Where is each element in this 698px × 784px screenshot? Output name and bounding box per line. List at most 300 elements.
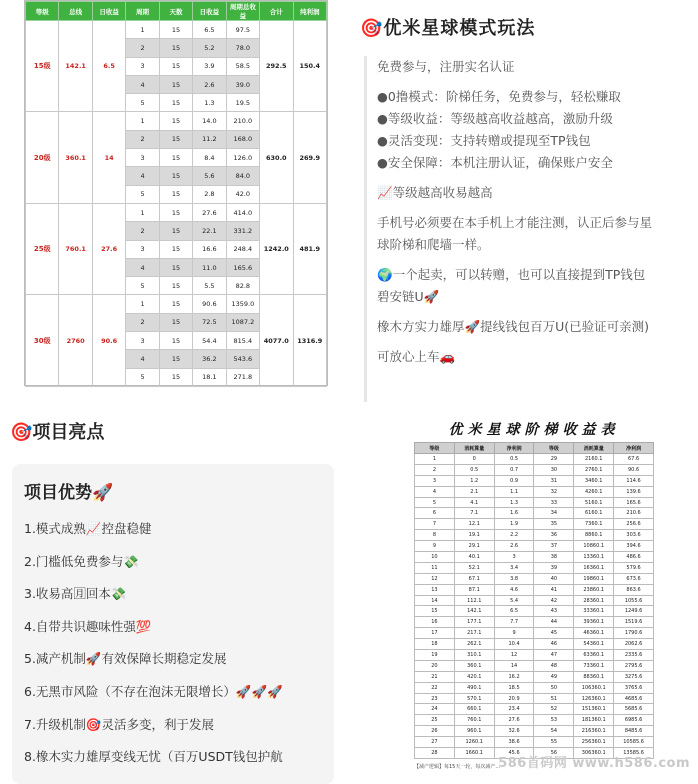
level-table-cell: 543.6 (226, 350, 259, 368)
advantages-card (12, 464, 334, 784)
ladder-table-row (415, 715, 654, 726)
ladder-table-cell: 19.1 (454, 530, 494, 541)
ladder-table-cell: 112.1 (454, 595, 494, 606)
gameplay-line: 🌍一个起卖，可以转赠，也可以直接提到TP钱包 (377, 267, 646, 282)
advantage-item: 2.门槛低免费参与💸 (24, 553, 139, 569)
level-table-cell: 4 (126, 350, 159, 368)
ladder-table-cell: 7360.1 (574, 519, 614, 530)
gameplay-spacer (377, 204, 690, 212)
ladder-table-row (415, 475, 654, 486)
site-watermark: 586首码网 www.h586.com (498, 756, 690, 771)
level-sum-cell: 1242.0 (260, 203, 293, 294)
ladder-table-cell: 2760.1 (574, 464, 614, 475)
target-icon: 🎯 (360, 18, 384, 39)
level-table-body (26, 21, 327, 387)
advantage-item: 5.减产机制🚀有效保障长期稳定发展 (24, 651, 227, 667)
ladder-table-cell: 23.4 (494, 704, 534, 715)
level-table-header-cell: 总线 (59, 2, 92, 21)
ladder-table-cell: 310.1 (454, 650, 494, 661)
level-table-cell: 82.8 (226, 277, 259, 295)
level-table-cell: 15 (159, 313, 192, 331)
ladder-table-cell: 29 (534, 454, 574, 465)
ladder-table-cell: 54360.1 (574, 639, 614, 650)
level-table-cell: 1 (126, 295, 159, 313)
level-table-cell: 16.6 (193, 240, 226, 258)
ladder-table-cell: 3 (415, 475, 455, 486)
ladder-table-cell: 2.6 (494, 541, 534, 552)
advantage-item: 3.收易高🈷回本💸 (24, 586, 127, 602)
level-table-cell: 2 (126, 130, 159, 148)
gameplay-title-text: 优米星球模式玩法 (383, 18, 536, 39)
ladder-table-cell: 23860.1 (574, 584, 614, 595)
gameplay-line: 碧安链U🚀 (377, 289, 440, 304)
ladder-table-body (415, 454, 654, 759)
level-table-cell: 14.0 (193, 112, 226, 130)
ladder-table-cell: 40.1 (454, 552, 494, 563)
ladder-table-cell: 50 (534, 682, 574, 693)
ladder-table-cell: 673.6 (614, 573, 654, 584)
ladder-table-cell: 10 (415, 552, 455, 563)
level-table-cell: 2.8 (193, 185, 226, 203)
level-profit-cell: 269.9 (293, 112, 327, 203)
ladder-table-cell: 960.1 (454, 726, 494, 737)
ladder-table-cell: 106360.1 (574, 682, 614, 693)
ladder-table-cell: 2795.6 (614, 660, 654, 671)
level-table-cell: 15 (159, 39, 192, 57)
ladder-table-cell: 51 (534, 693, 574, 704)
ladder-table-cell: 40 (534, 573, 574, 584)
gameplay-spacer (377, 78, 690, 86)
ladder-table-cell: 52 (534, 704, 574, 715)
ladder-table-cell: 6985.6 (614, 715, 654, 726)
ladder-table-cell: 1055.6 (614, 595, 654, 606)
ladder-table-cell: 38.6 (494, 737, 534, 748)
ladder-table-row (415, 650, 654, 661)
ladder-table-cell: 67.1 (454, 573, 494, 584)
level-table-cell: 78.0 (226, 39, 259, 57)
gameplay-line: ●等级收益：等级越高收益越高，激励升级 (377, 111, 613, 126)
ladder-table-cell: 10860.1 (574, 541, 614, 552)
level-table-cell: 15 (159, 240, 192, 258)
ladder-table-cell: 9 (415, 541, 455, 552)
level-table-header-cell: 合计 (260, 2, 293, 21)
ladder-table-cell: 14 (494, 660, 534, 671)
ladder-table-cell: 48 (534, 660, 574, 671)
ladder-table-cell: 570.1 (454, 693, 494, 704)
ladder-table-cell: 27 (415, 737, 455, 748)
level-name-cell: 30级 (26, 295, 59, 386)
ladder-table-cell: 30 (534, 464, 574, 475)
level-sum-cell: 4077.0 (260, 295, 293, 386)
ladder-table-cell: 4260.1 (574, 486, 614, 497)
ladder-income-section (414, 418, 654, 775)
level-table-cell: 414.0 (226, 203, 259, 221)
level-table-header-cell: 等级 (26, 2, 59, 21)
level-table-cell: 36.2 (193, 350, 226, 368)
gameplay-line: 📈等级越高收易越高 (377, 185, 493, 200)
ladder-table-row (415, 606, 654, 617)
ladder-table-cell: 217.1 (454, 628, 494, 639)
ladder-table-cell: 54 (534, 726, 574, 737)
level-table-cell: 27.6 (193, 203, 226, 221)
ladder-table-cell: 27.6 (494, 715, 534, 726)
ladder-table-cell: 3460.1 (574, 475, 614, 486)
ladder-table-row (415, 573, 654, 584)
ladder-table-cell: 16360.1 (574, 562, 614, 573)
ladder-table-cell: 4.6 (494, 584, 534, 595)
level-sum-cell: 630.0 (260, 112, 293, 203)
highlights-title (10, 418, 340, 448)
ladder-table-cell: 8 (415, 530, 455, 541)
level-table-cell: 22.1 (193, 222, 226, 240)
level-table-cell: 4 (126, 167, 159, 185)
ladder-table-cell: 7.1 (454, 508, 494, 519)
ladder-table-cell: 1.9 (494, 519, 534, 530)
level-profit-cell: 481.9 (293, 203, 327, 294)
level-table-cell: 248.4 (226, 240, 259, 258)
ladder-table-cell: 35 (534, 519, 574, 530)
level-table-cell: 1.3 (193, 94, 226, 112)
level-table-cell: 15 (159, 130, 192, 148)
ladder-table-row (415, 486, 654, 497)
ladder-table-cell: 1.1 (494, 486, 534, 497)
ladder-income-title: 优米星球阶梯收益表 (448, 422, 620, 438)
ladder-table-cell: 420.1 (454, 671, 494, 682)
ladder-table-cell: 7 (415, 519, 455, 530)
level-table-cell: 72.5 (193, 313, 226, 331)
ladder-table-header-cell: 消耗算量 (454, 443, 494, 454)
level-table-cell: 2.6 (193, 75, 226, 93)
level-table-cell: 15 (159, 75, 192, 93)
level-table-cell: 11.2 (193, 130, 226, 148)
ladder-table-cell: 0.5 (494, 454, 534, 465)
ladder-table-footer: 【减产逻辑】每15天一轮，每次减产... (414, 763, 501, 770)
ladder-table-cell: 8860.1 (574, 530, 614, 541)
level-table-cell: 97.5 (226, 21, 259, 39)
level-income-table-panel (24, 0, 328, 386)
level-name-cell: 20级 (26, 112, 59, 203)
level-table-header-cell: 周期总收益 (226, 2, 259, 21)
ladder-table-cell: 303.6 (614, 530, 654, 541)
ladder-table-cell: 43 (534, 606, 574, 617)
advantages-card-title: 项目优势🚀 (24, 483, 114, 503)
ladder-table-cell: 17 (415, 628, 455, 639)
ladder-table-cell: 73360.1 (574, 660, 614, 671)
level-table-cell: 815.4 (226, 332, 259, 350)
ladder-table-row (415, 497, 654, 508)
ladder-table-cell: 2335.6 (614, 650, 654, 661)
ladder-table-cell: 660.1 (454, 704, 494, 715)
ladder-table-header-row (415, 443, 654, 454)
ladder-table-cell: 19860.1 (574, 573, 614, 584)
gameplay-line: 可放心上车🚗 (377, 349, 456, 364)
ladder-table-cell: 29.1 (454, 541, 494, 552)
level-table-cell: 210.0 (226, 112, 259, 130)
gameplay-spacer (377, 256, 690, 264)
ladder-table-cell: 1660.1 (454, 748, 494, 759)
ladder-table-cell: 18 (415, 639, 455, 650)
gameplay-line: 橡木方实力雄厚🚀提线钱包百万U(已验证可亲测) (377, 319, 649, 334)
ladder-table-row (415, 726, 654, 737)
ladder-table-cell: 3 (494, 552, 534, 563)
ladder-table-row (415, 541, 654, 552)
ladder-table-cell: 28360.1 (574, 595, 614, 606)
ladder-table-cell: 216360.1 (574, 726, 614, 737)
level-table-cell: 15 (159, 277, 192, 295)
level-table-cell: 39.0 (226, 75, 259, 93)
ladder-table-cell: 3765.6 (614, 682, 654, 693)
ladder-table-cell: 46 (534, 639, 574, 650)
ladder-table-row (415, 595, 654, 606)
ladder-table-row (415, 682, 654, 693)
level-daily-cell: 14 (92, 112, 125, 203)
level-table-row (26, 295, 327, 313)
level-table-cell: 15 (159, 21, 192, 39)
ladder-table-cell: 20 (415, 660, 455, 671)
ladder-table-cell: 45 (534, 628, 574, 639)
level-table-cell: 165.6 (226, 258, 259, 276)
ladder-table-cell: 12 (415, 573, 455, 584)
level-table-cell: 15 (159, 94, 192, 112)
ladder-table-cell: 25 (415, 715, 455, 726)
ladder-table-cell: 1249.6 (614, 606, 654, 617)
highlights-title-text: 项目亮点 (32, 422, 105, 443)
ladder-table-cell: 3.4 (494, 562, 534, 573)
gameplay-spacer (377, 338, 690, 346)
level-table-cell: 3 (126, 57, 159, 75)
ladder-table-cell: 1.3 (494, 497, 534, 508)
level-income-table (25, 1, 327, 387)
ladder-table-cell: 47 (534, 650, 574, 661)
ladder-table-row (415, 737, 654, 748)
advantage-item: 6.无黑市风险（不存在泡沫无限增长）🚀🚀🚀 (24, 683, 283, 699)
level-table-cell: 15 (159, 222, 192, 240)
ladder-table-cell: 760.1 (454, 715, 494, 726)
advantage-item: 1.模式成熟📈控盘稳健 (24, 521, 152, 536)
level-table-cell: 15 (159, 295, 192, 313)
ladder-table-cell: 67.6 (614, 454, 654, 465)
ladder-table-cell: 210.6 (614, 508, 654, 519)
ladder-table-header-cell: 消耗算量 (574, 443, 614, 454)
ladder-table-cell: 1790.6 (614, 628, 654, 639)
level-table-cell: 15 (159, 57, 192, 75)
ladder-table-cell: 394.6 (614, 541, 654, 552)
ladder-table-cell: 486.6 (614, 552, 654, 563)
ladder-table-cell: 2 (415, 464, 455, 475)
ladder-table-cell: 6.5 (494, 606, 534, 617)
ladder-table-cell: 3.8 (494, 573, 534, 584)
ladder-table-cell: 139.6 (614, 486, 654, 497)
level-table-header-row (26, 2, 327, 21)
ladder-table-cell: 6160.1 (574, 508, 614, 519)
ladder-table-cell: 53 (534, 715, 574, 726)
level-table-cell: 1 (126, 203, 159, 221)
ladder-table-cell: 42 (534, 595, 574, 606)
level-table-cell: 15 (159, 185, 192, 203)
ladder-table-cell: 256.6 (614, 519, 654, 530)
gameplay-section (360, 14, 690, 402)
level-total-cell: 360.1 (59, 112, 92, 203)
advantages-list (24, 513, 322, 774)
ladder-table-cell: 579.6 (614, 562, 654, 573)
level-table-cell: 19.5 (226, 94, 259, 112)
level-table-cell: 4 (126, 258, 159, 276)
ladder-table-cell: 12 (494, 650, 534, 661)
ladder-table-cell: 5 (415, 497, 455, 508)
ladder-table-cell: 11 (415, 562, 455, 573)
ladder-table-cell: 32.6 (494, 726, 534, 737)
level-table-cell: 90.6 (193, 295, 226, 313)
level-table-cell: 5.6 (193, 167, 226, 185)
ladder-table-cell: 6 (415, 508, 455, 519)
level-table-cell: 4 (126, 75, 159, 93)
ladder-table-header-cell: 等级 (534, 443, 574, 454)
advantage-item: 8.橡木实力雄厚变线无忧（百万USDT钱包护航 (24, 749, 283, 765)
level-table-row (26, 203, 327, 221)
level-table-row (26, 21, 327, 39)
level-table-cell: 5 (126, 277, 159, 295)
ladder-table-cell: 56 (534, 748, 574, 759)
ladder-table-header-cell: 等级 (415, 443, 455, 454)
level-table-cell: 126.0 (226, 149, 259, 167)
level-table-cell: 15 (159, 167, 192, 185)
ladder-table-cell: 8485.6 (614, 726, 654, 737)
level-table-cell: 3.9 (193, 57, 226, 75)
level-table-cell: 6.5 (193, 21, 226, 39)
level-table-header-cell: 日收益 (193, 2, 226, 21)
level-table-cell: 58.5 (226, 57, 259, 75)
ladder-table-cell: 262.1 (454, 639, 494, 650)
ladder-table-cell: 52.1 (454, 562, 494, 573)
highlights-section (10, 418, 340, 775)
ladder-table-cell: 88360.1 (574, 671, 614, 682)
ladder-table-cell: 0.9 (494, 475, 534, 486)
ladder-table-cell: 0 (454, 454, 494, 465)
ladder-table-cell: 45.6 (494, 748, 534, 759)
ladder-table-cell: 44 (534, 617, 574, 628)
ladder-table-cell: 26 (415, 726, 455, 737)
ladder-table-cell: 16.2 (494, 671, 534, 682)
level-table-header-cell: 周期 (126, 2, 159, 21)
ladder-table-cell: 4685.6 (614, 693, 654, 704)
gameplay-line: ●灵活变现：支持转赠或提现至TP钱包 (377, 133, 591, 148)
level-table-cell: 5.2 (193, 39, 226, 57)
level-daily-cell: 90.6 (92, 295, 125, 386)
ladder-table-cell: 5.4 (494, 595, 534, 606)
ladder-table-cell: 39 (534, 562, 574, 573)
level-name-cell: 25级 (26, 203, 59, 294)
ladder-table-row (415, 562, 654, 573)
ladder-table-cell: 16 (415, 617, 455, 628)
level-table-cell: 1087.2 (226, 313, 259, 331)
level-profit-cell: 150.4 (293, 21, 327, 112)
gameplay-spacer (377, 308, 690, 316)
gameplay-title (360, 14, 690, 44)
ladder-table-row (415, 584, 654, 595)
ladder-table-cell: 49 (534, 671, 574, 682)
ladder-table-cell: 14 (415, 595, 455, 606)
ladder-table-header-cell: 净利润 (494, 443, 534, 454)
ladder-table-cell: 1519.6 (614, 617, 654, 628)
ladder-table-row (415, 704, 654, 715)
level-table-cell: 168.0 (226, 130, 259, 148)
ladder-table-cell: 19 (415, 650, 455, 661)
level-daily-cell: 27.6 (92, 203, 125, 294)
ladder-table-cell: 15 (415, 606, 455, 617)
ladder-table-cell: 1.2 (454, 475, 494, 486)
level-sum-cell: 292.5 (260, 21, 293, 112)
ladder-table-cell: 151360.1 (574, 704, 614, 715)
level-table-cell: 15 (159, 203, 192, 221)
level-table-cell: 3 (126, 332, 159, 350)
level-table-cell: 1359.0 (226, 295, 259, 313)
ladder-table-cell: 2.2 (494, 530, 534, 541)
ladder-table-cell: 12.1 (454, 519, 494, 530)
level-profit-cell: 1316.9 (293, 295, 327, 386)
ladder-table-cell: 18.5 (494, 682, 534, 693)
level-table-cell: 15 (159, 112, 192, 130)
ladder-table-cell: 36 (534, 530, 574, 541)
ladder-table-cell: 142.1 (454, 606, 494, 617)
level-table-cell: 15 (159, 350, 192, 368)
advantage-item: 4.自带共识趣味性强💯 (24, 618, 152, 634)
ladder-table-cell: 20.9 (494, 693, 534, 704)
level-table-cell: 54.4 (193, 332, 226, 350)
ladder-table-cell: 114.6 (614, 475, 654, 486)
level-table-header-cell: 天数 (159, 2, 192, 21)
gameplay-spacer (377, 174, 690, 182)
ladder-table-cell: 9 (494, 628, 534, 639)
ladder-table-cell: 63360.1 (574, 650, 614, 661)
level-table-cell: 15 (159, 258, 192, 276)
level-table-cell: 3 (126, 240, 159, 258)
ladder-table-row (415, 671, 654, 682)
ladder-table-cell: 90.6 (614, 464, 654, 475)
level-table-cell: 5 (126, 368, 159, 386)
ladder-table-row (415, 552, 654, 563)
target-icon: 🎯 (10, 422, 33, 443)
ladder-table-cell: 13585.6 (614, 748, 654, 759)
ladder-table-cell: 37 (534, 541, 574, 552)
gameplay-line: ●0撸模式：阶梯任务，免费参与，轻松赚取 (377, 89, 621, 104)
ladder-table-cell: 177.1 (454, 617, 494, 628)
level-table-cell: 331.2 (226, 222, 259, 240)
ladder-table-row (415, 617, 654, 628)
level-table-cell: 271.8 (226, 368, 259, 386)
ladder-table-cell: 13360.1 (574, 552, 614, 563)
ladder-table-cell: 306360.1 (574, 748, 614, 759)
ladder-table-cell: 5160.1 (574, 497, 614, 508)
ladder-table-cell: 3275.6 (614, 671, 654, 682)
gameplay-text-box (364, 56, 690, 402)
ladder-table-cell: 24 (415, 704, 455, 715)
gameplay-line: 免费参与，注册实名认证 (377, 59, 515, 74)
ladder-table-row (415, 693, 654, 704)
ladder-table-row (415, 519, 654, 530)
ladder-table-row (415, 628, 654, 639)
level-table-cell: 42.0 (226, 185, 259, 203)
ladder-table-cell: 2.1 (454, 486, 494, 497)
level-table-cell: 15 (159, 149, 192, 167)
gameplay-line: ●安全保障：本机注册认证，确保账户安全 (377, 155, 613, 170)
ladder-table-cell: 13 (415, 584, 455, 595)
ladder-income-table (414, 442, 654, 759)
ladder-table-row (415, 454, 654, 465)
level-total-cell: 142.1 (59, 21, 92, 112)
ladder-table-cell: 863.6 (614, 584, 654, 595)
ladder-table-cell: 46360.1 (574, 628, 614, 639)
ladder-table-cell: 1.6 (494, 508, 534, 519)
